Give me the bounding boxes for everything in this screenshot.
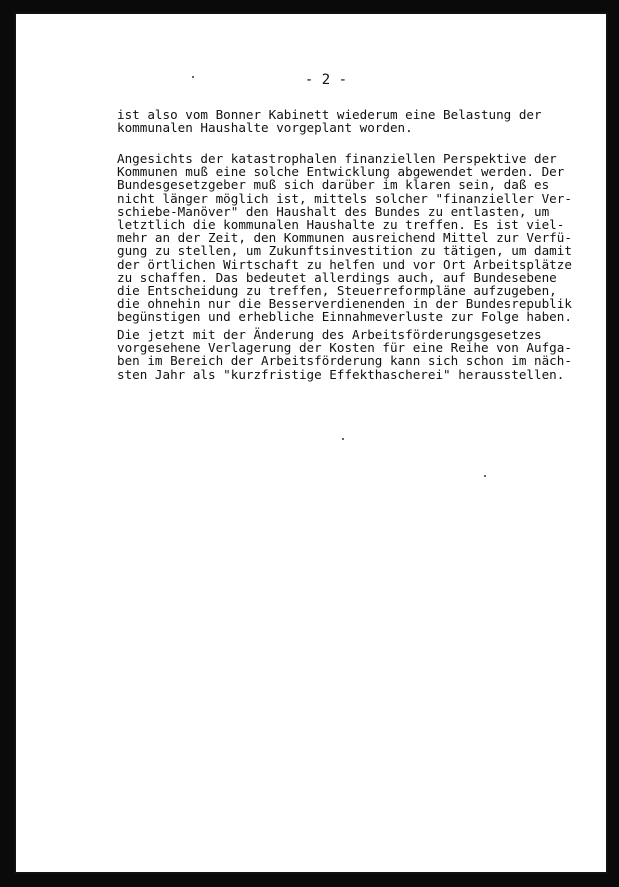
page-number: - 2 - [304, 72, 348, 88]
paragraph-1 [117, 108, 557, 134]
text-line: ist also vom Bonner Kabinett wiederum eine Belastung der [117, 107, 542, 122]
text-line: die Entscheidung zu treffen, Steuerreformpläne aufzugeben, [117, 283, 557, 299]
scan-speck [484, 475, 486, 477]
scan-speck [192, 76, 194, 78]
text-line: mehr an der Zeit, den Kommunen ausreichend Mittel zur Verfü- [117, 230, 572, 246]
text-line: schiebe-Manöver" den Haushalt des Bundes zu entlasten, um [117, 203, 550, 219]
text-line: Kommunen muß eine solche Entwicklung abgewendet werden. Der [117, 164, 565, 180]
text-line: nicht länger möglich ist, mittels solcher "finanzieller Ver- [117, 190, 572, 206]
text-line: vorgesehene Verlagerung der Kosten für eine Reihe von Aufga- [117, 340, 572, 356]
text-line: kommunalen Haushalte vorgeplant worden. [117, 120, 413, 136]
text-line: Angesichts der katastrophalen finanziellen Perspektive der [117, 151, 557, 166]
text-line: gung zu stellen, um Zukunftsinvestition zu tätigen, um damit [117, 243, 572, 259]
text-line: der örtlichen Wirtschaft zu helfen und vor Ort Arbeitsplätze [117, 256, 572, 272]
text-line: sten Jahr als "kurzfristige Effekthascherei" herausstellen. [117, 366, 565, 382]
text-line: ben im Bereich der Arbeitsförderung kann sich schon im näch- [117, 353, 572, 369]
text-line: die ohnehin nur die Besserverdienenden in der Bundesrepublik [117, 296, 572, 312]
scan-speck [342, 438, 344, 440]
text-line: Die jetzt mit der Änderung des Arbeitsförderungsgesetzes [117, 327, 542, 342]
text-line: Bundesgesetzgeber muß sich darüber im klaren sein, daß es [117, 177, 550, 193]
text-line: letztlich die kommunalen Haushalte zu treffen. Es ist viel- [117, 217, 565, 233]
paragraph-2 [117, 151, 572, 325]
paragraph-3 [117, 327, 572, 382]
text-line: begünstigen und erhebliche Einnahmeverluste zur Folge haben. [117, 309, 572, 325]
text-line: zu schaffen. Das bedeutet allerdings auch, auf Bundesebene [117, 269, 557, 285]
document-page [14, 12, 608, 874]
